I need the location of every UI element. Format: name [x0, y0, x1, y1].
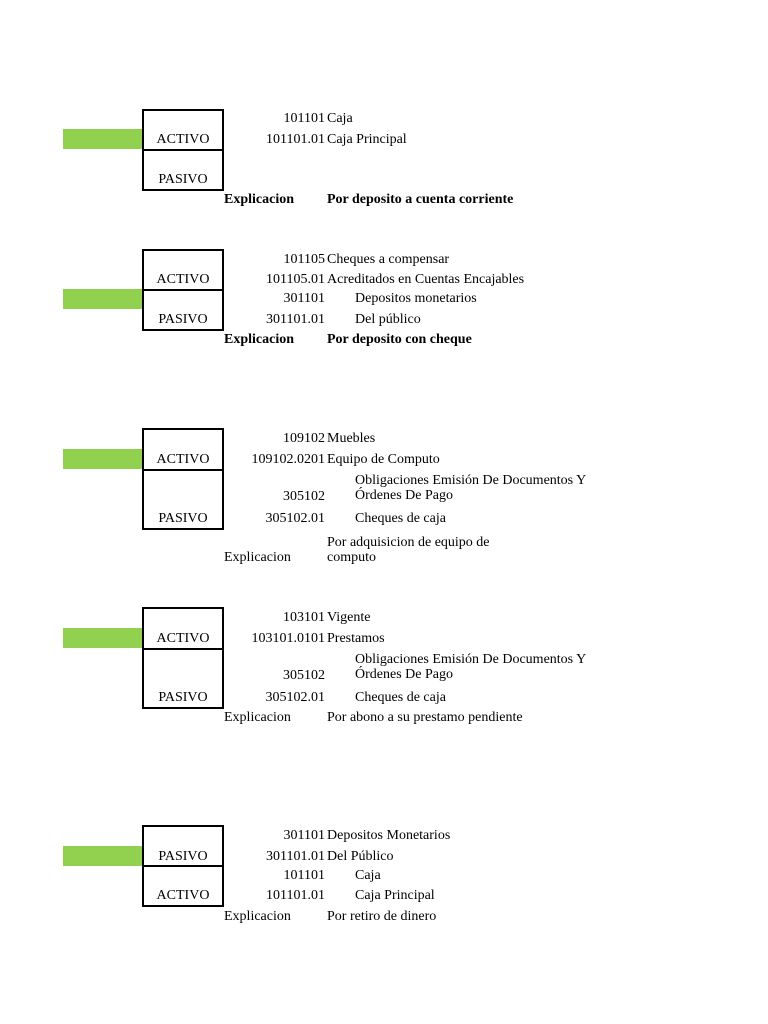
account-description: Muebles — [327, 431, 376, 446]
explanation-label: Explicacion — [224, 332, 295, 347]
account-code: 103101.0101 — [251, 631, 325, 646]
account-code: 101101 — [283, 868, 325, 883]
active-row-highlight — [63, 449, 142, 469]
account-description: Cheques a compensar — [327, 252, 450, 267]
account-code: 301101 — [283, 291, 325, 306]
account-code: 101101.01 — [266, 132, 325, 147]
account-description: Depositos Monetarios — [327, 828, 451, 843]
box-divider — [144, 648, 222, 650]
explanation-text-continued: computo — [327, 550, 376, 565]
account-code: 301101.01 — [266, 849, 325, 864]
account-description: Cheques de caja — [355, 511, 446, 526]
account-code: 109102.0201 — [251, 452, 325, 467]
explanation-label: Explicacion — [224, 550, 291, 565]
active-row-highlight — [63, 628, 142, 648]
account-description: Equipo de Computo — [327, 452, 440, 467]
account-code: 101105 — [283, 252, 325, 267]
account-type-top: PASIVO — [158, 849, 208, 864]
account-type-bottom: PASIVO — [158, 690, 208, 705]
account-type-top: ACTIVO — [156, 452, 210, 467]
explanation-text: Por adquisicion de equipo de — [327, 535, 490, 550]
account-code: 101101 — [283, 111, 325, 126]
account-description: Obligaciones Emisión De Documentos Y — [355, 652, 587, 667]
account-description: Obligaciones Emisión De Documentos Y — [355, 473, 587, 488]
account-code: 305102.01 — [265, 690, 325, 705]
explanation-text: Por abono a su prestamo pendiente — [327, 710, 523, 725]
account-description: Depositos monetarios — [355, 291, 477, 306]
account-description: Acreditados en Cuentas Encajables — [327, 272, 525, 287]
account-code: 305102.01 — [265, 511, 325, 526]
active-row-highlight — [63, 289, 142, 309]
explanation-text: Por retiro de dinero — [327, 909, 437, 924]
account-code: 101105.01 — [266, 272, 325, 287]
account-description: Cheques de caja — [355, 690, 446, 705]
account-code: 305102 — [283, 668, 325, 683]
account-description: Del público — [355, 312, 421, 327]
explanation-text: Por deposito a cuenta corriente — [327, 192, 514, 207]
account-description-continued: Órdenes De Pago — [355, 488, 453, 503]
account-description: Caja — [327, 111, 353, 126]
explanation-text: Por deposito con cheque — [327, 332, 472, 347]
explanation-label: Explicacion — [224, 909, 291, 924]
account-type-top: ACTIVO — [156, 132, 210, 147]
box-divider — [144, 149, 222, 151]
account-description: Caja Principal — [327, 132, 407, 147]
account-code: 103101 — [283, 610, 325, 625]
account-code: 101101.01 — [266, 888, 325, 903]
active-row-highlight — [63, 846, 142, 866]
account-description: Caja Principal — [355, 888, 435, 903]
account-type-bottom: PASIVO — [158, 172, 208, 187]
account-code: 109102 — [283, 431, 325, 446]
active-row-highlight — [63, 129, 142, 149]
explanation-label: Explicacion — [224, 710, 291, 725]
account-type-bottom: PASIVO — [158, 511, 208, 526]
box-divider — [144, 289, 222, 291]
account-code: 301101.01 — [266, 312, 325, 327]
account-description: Caja — [355, 868, 381, 883]
box-divider — [144, 865, 222, 867]
box-divider — [144, 469, 222, 471]
account-type-top: ACTIVO — [156, 631, 210, 646]
account-description-continued: Órdenes De Pago — [355, 667, 453, 682]
account-type-bottom: PASIVO — [158, 312, 208, 327]
account-code: 301101 — [283, 828, 325, 843]
account-description: Prestamos — [327, 631, 385, 646]
account-type-top: ACTIVO — [156, 272, 210, 287]
account-description: Vigente — [327, 610, 371, 625]
account-description: Del Público — [327, 849, 394, 864]
explanation-label: Explicacion — [224, 192, 295, 207]
account-type-bottom: ACTIVO — [156, 888, 210, 903]
account-code: 305102 — [283, 489, 325, 504]
